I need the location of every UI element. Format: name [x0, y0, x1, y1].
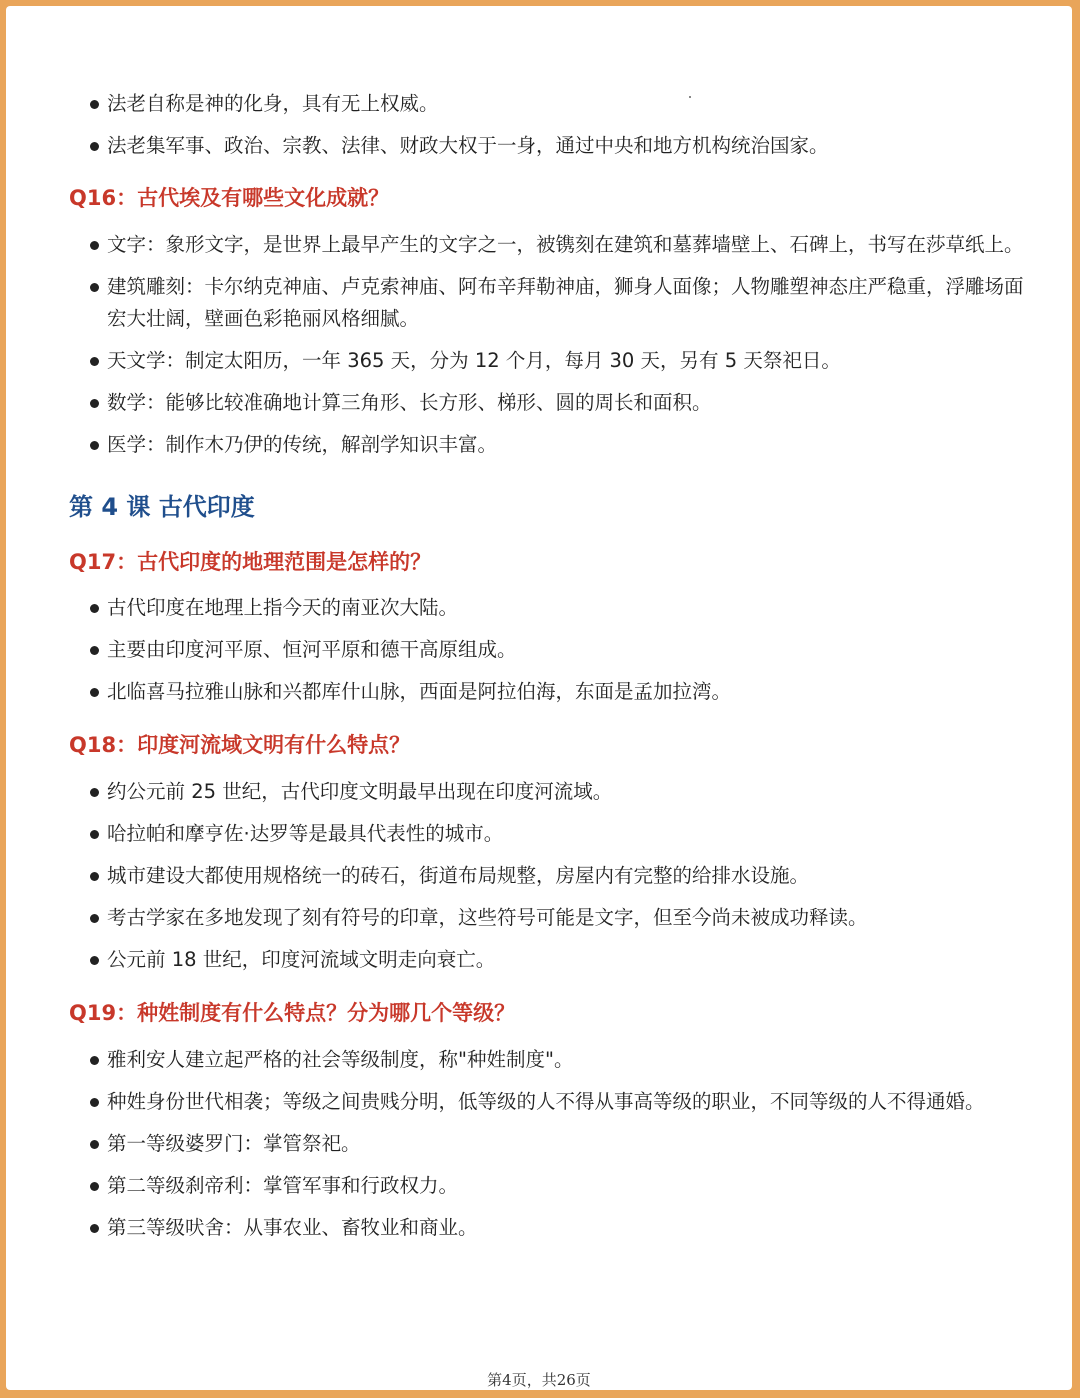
- list-item: 建筑雕刻：卡尔纳克神庙、卢克索神庙、阿布辛拜勒神庙，狮身人面像；人物雕塑神态庄严稳重，浮雕场面宏大壮阔，壁画色彩艳丽风格细腻。: [90, 271, 1030, 335]
- bullet-icon: [90, 100, 99, 109]
- list-item: 文字：象形文字，是世界上最早产生的文字之一，被镌刻在建筑和墓葬墙壁上、石碑上，书写在莎草纸上。: [90, 229, 1030, 261]
- bullet-icon: [90, 283, 99, 292]
- bullet-icon: [90, 688, 99, 697]
- bullet-icon: [90, 1182, 99, 1191]
- bullet-icon: [90, 646, 99, 655]
- list-item: 第二等级刹帝利：掌管军事和行政权力。: [90, 1170, 1030, 1202]
- list-item: 种姓身份世代相袭；等级之间贵贱分明，低等级的人不得从事高等级的职业，不同等级的人不得通婚。: [90, 1086, 1030, 1118]
- list-item: 考古学家在多地发现了刻有符号的印章，这些符号可能是文字，但至今尚未被成功释读。: [90, 902, 1030, 934]
- list-item: 数学：能够比较准确地计算三角形、长方形、梯形、圆的周长和面积。: [90, 387, 1030, 419]
- bullet-icon: [90, 357, 99, 366]
- bullet-icon: [90, 604, 99, 613]
- list-item: 约公元前 25 世纪，古代印度文明最早出现在印度河流域。: [90, 776, 1030, 808]
- page-number: 第4页，共26页: [487, 1371, 591, 1389]
- list-item: 雅利安人建立起严格的社会等级制度，称"种姓制度"。: [90, 1044, 1030, 1076]
- bullet-icon: [90, 956, 99, 965]
- bullet-icon: [90, 1224, 99, 1233]
- bullet-icon: [90, 142, 99, 151]
- question-heading-q17: Q17：古代印度的地理范围是怎样的？: [69, 550, 432, 574]
- bullet-icon: [90, 241, 99, 250]
- document-page: [6, 6, 1072, 1390]
- list-item: 第一等级婆罗门：掌管祭祀。: [90, 1128, 1030, 1160]
- list-item: 公元前 18 世纪，印度河流域文明走向衰亡。: [90, 944, 1030, 976]
- list-item: 主要由印度河平原、恒河平原和德干高原组成。: [90, 634, 1030, 666]
- bullet-icon: [90, 441, 99, 450]
- list-item: 古代印度在地理上指今天的南亚次大陆。: [90, 592, 1030, 624]
- list-item: 第三等级吠舍：从事农业、畜牧业和商业。: [90, 1212, 1030, 1244]
- list-item: 天文学：制定太阳历，一年 365 天，分为 12 个月，每月 30 天，另有 5 天祭祀日。: [90, 345, 1030, 377]
- question-heading-q16: Q16：古代埃及有哪些文化成就？: [69, 186, 390, 210]
- bullet-icon: [90, 1056, 99, 1065]
- list-item: 法老自称是神的化身，具有无上权威。: [90, 88, 1030, 120]
- bullet-icon: [90, 788, 99, 797]
- question-heading-q18: Q18：印度河流域文明有什么特点？: [69, 733, 411, 757]
- list-item: 城市建设大都使用规格统一的砖石，街道布局规整，房屋内有完整的给排水设施。: [90, 860, 1030, 892]
- list-item: 法老集军事、政治、宗教、法律、财政大权于一身，通过中央和地方机构统治国家。: [90, 130, 1030, 162]
- list-item: 医学：制作木乃伊的传统，解剖学知识丰富。: [90, 429, 1030, 461]
- bullet-icon: [90, 914, 99, 923]
- list-item: 北临喜马拉雅山脉和兴都库什山脉，西面是阿拉伯海，东面是孟加拉湾。: [90, 676, 1030, 708]
- bullet-icon: [90, 872, 99, 881]
- bullet-icon: [90, 1098, 99, 1107]
- bullet-icon: [90, 399, 99, 408]
- bullet-icon: [90, 830, 99, 839]
- list-item: 哈拉帕和摩亨佐·达罗等是最具代表性的城市。: [90, 818, 1030, 850]
- question-heading-q19: Q19：种姓制度有什么特点？分为哪几个等级？: [69, 1001, 516, 1025]
- lesson-heading: 第 4 课 古代印度: [69, 493, 255, 521]
- bullet-icon: [90, 1140, 99, 1149]
